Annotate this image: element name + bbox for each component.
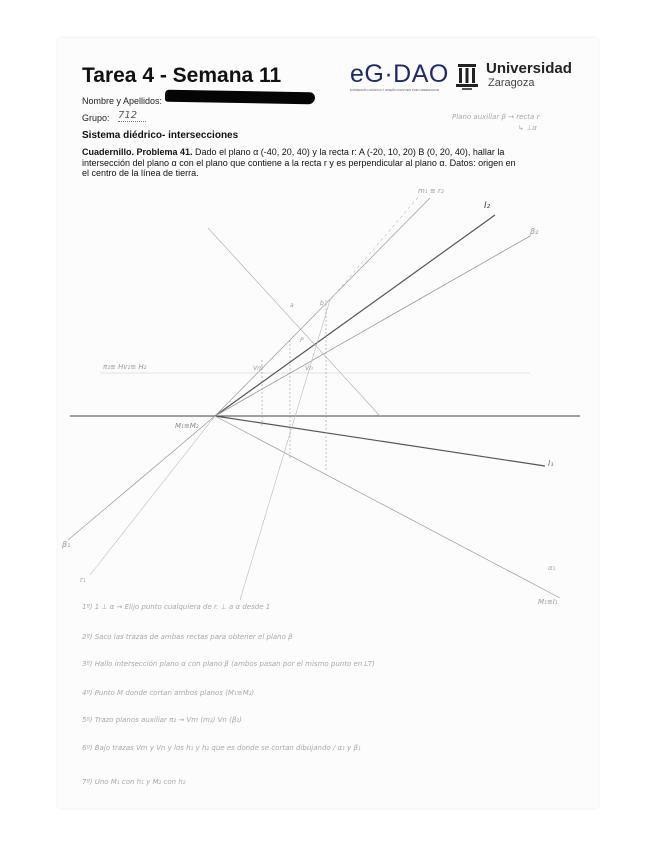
label-beta2: β₂ (530, 227, 539, 236)
label-mi: M₁≡M₂ (175, 422, 199, 430)
label-beta1: β₁ (62, 540, 71, 549)
alpha2-trace (215, 198, 430, 416)
university-name: Universidad (486, 60, 572, 77)
label-vn: Vn (305, 365, 313, 372)
top-note-line2: ↳ ⊥α (518, 124, 537, 132)
dashed-line-1 (330, 195, 420, 300)
group-label: Grupo: (82, 113, 110, 123)
intersection-line-i2 (215, 215, 495, 416)
label-mi-i1: M₁≡I₁ (538, 598, 558, 606)
label-ms: m₁ ≡ r₂ (418, 187, 444, 195)
step-4: 4º) Punto M donde cortan ambos planos (M₁≡M₂) (82, 689, 255, 697)
top-note-line1: Plano auxiliar β → recta r (452, 113, 540, 121)
plane-beta1-trace (68, 416, 215, 540)
label-p: P (300, 337, 304, 344)
section-heading: Sistema diédrico- intersecciones (82, 130, 239, 141)
step-5: 5º) Trazo planos auxiliar π₂ → Vm (m₂) Vn (β₂) (82, 716, 242, 724)
step-7: 7º) Uno M₁ con h₁ y M₂ con h₂ (82, 778, 186, 786)
step-6: 6º) Bajo trazas Vm y Vn y los h₁ y h₂ que es donde se cortan dibujando / α₁ y β₁ (82, 744, 361, 752)
group-value: 712 (118, 110, 146, 122)
step-3: 3º) Hallo intersección plano α con plano β (ambos pasan por el mismo punto en LT) (82, 660, 375, 668)
label-vm: Vm (253, 365, 263, 372)
alpha1-trace (215, 416, 560, 598)
label-alpha1: α₁ (548, 564, 556, 572)
perpendicular-line (208, 228, 380, 416)
intersection-line-i1 (215, 416, 545, 466)
problem-label: Cuadernillo. Problema 41. (82, 147, 193, 157)
step-2: 2º) Saco las trazas de ambas rectas para obtener el plano β (82, 633, 293, 641)
name-label: Nombre y Apellidos: (82, 96, 163, 106)
step-1: 1º) 1 ⊥ α → Elijo punto cualquiera de r. ⊥ a α desde 1 (82, 603, 271, 611)
label-i2: I₂ (484, 201, 491, 211)
university-city: Zaragoza (488, 77, 535, 89)
egdao-tagline: EXPRESIÓN GRÁFICA Y DISEÑO ASISTIDO POR ORDENADOR (350, 88, 439, 92)
label-i1: I₁ (548, 459, 554, 468)
problem-text: Dado el plano α (-40, 20, 40) y la recta r: A (-20, 10, 20) B (0, 20, 40), hallar la intersección del plano α con el plano que contiene a la recta r y es perpendicular al plano α. Datos: origen en el centro de la línea de tierra. (82, 147, 516, 178)
label-r1: r₁ (80, 576, 86, 584)
r1-line (90, 416, 215, 575)
egdao-logo: eG·DAO (350, 60, 449, 88)
label-b: b (320, 300, 324, 307)
label-hv: π₂≡ Hv₂≡ H₂ (103, 363, 147, 371)
label-a: a (290, 302, 294, 309)
page-title: Tarea 4 - Semana 11 (82, 64, 282, 87)
